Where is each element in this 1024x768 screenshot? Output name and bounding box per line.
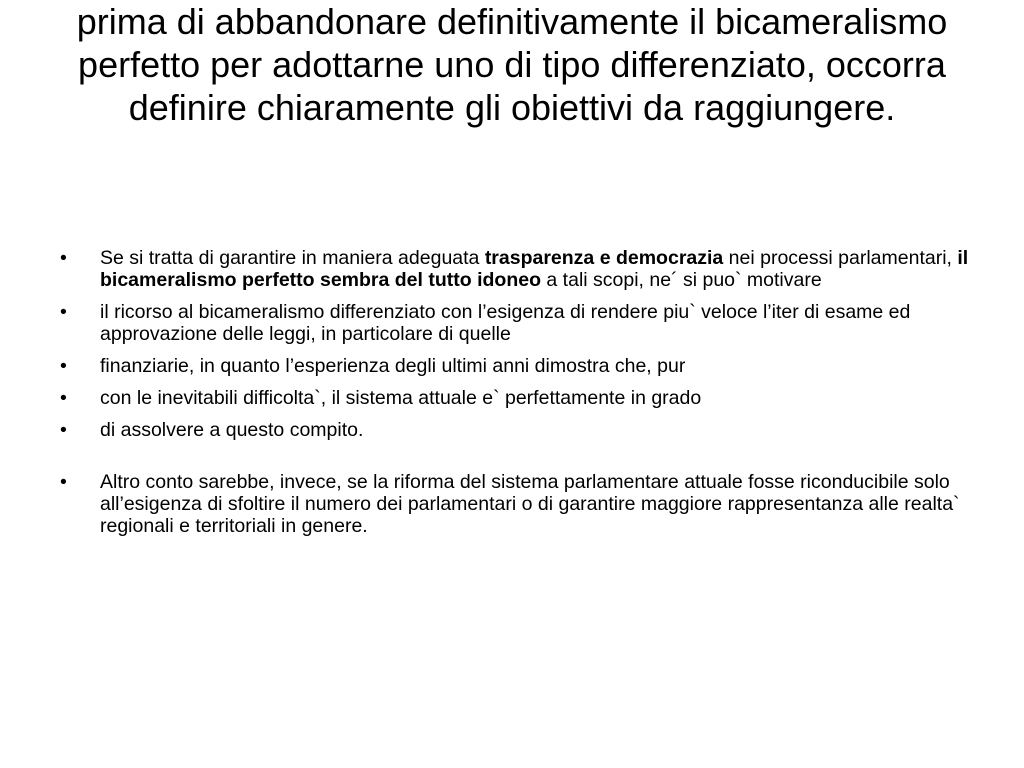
slide-title: prima di abbandonare definitivamente il bicameralismo perfetto per adottarne uno di tipo differenziato, occorra definire chiaramente gli obiettivi da raggiungere. [76, 1, 948, 128]
bullet-mark: • [60, 301, 67, 323]
bullet-text: il ricorso al bicameralismo differenziato con l’esigenza di rendere piu` veloce l’iter di esame ed approvazione delle leggi, in particolare di quelle [100, 301, 911, 345]
bullet-mark: • [60, 247, 67, 269]
bullet-list [60, 247, 972, 547]
bullet-item [60, 419, 972, 441]
bullet-text: Altro conto sarebbe, invece, se la riforma del sistema parlamentare attuale fosse riconducibile solo all’esigenza di sfoltire il numero dei parlamentari o di garantire maggiore rappresentanza alle realta` regionali e territoriali in genere. [100, 471, 960, 537]
bullet-text: Se si tratta di garantire in maniera adeguata trasparenza e democrazia nei processi parlamentari, il bicameralismo perfetto sembra del tutto idoneo a tali scopi, ne´ si puo` motivare [100, 247, 969, 291]
bullet-mark: • [60, 387, 67, 409]
bullet-text: con le inevitabili difficolta`, il sistema attuale e` perfettamente in grado [100, 387, 702, 409]
bullet-mark: • [60, 355, 67, 377]
bold-phrase: il bicameralismo perfetto sembra del tutto idoneo [100, 247, 969, 291]
bullet-item [60, 471, 972, 537]
bullet-mark: • [60, 471, 67, 493]
bold-phrase: trasparenza e democrazia [484, 247, 724, 269]
bullet-item [60, 355, 972, 377]
bullet-text: finanziarie, in quanto l’esperienza degli ultimi anni dimostra che, pur [100, 355, 686, 377]
bullet-item [60, 301, 972, 345]
bullet-item [60, 387, 972, 409]
bullet-item [60, 247, 972, 291]
bullet-text: di assolvere a questo compito. [100, 419, 364, 441]
bullet-mark: • [60, 419, 67, 441]
